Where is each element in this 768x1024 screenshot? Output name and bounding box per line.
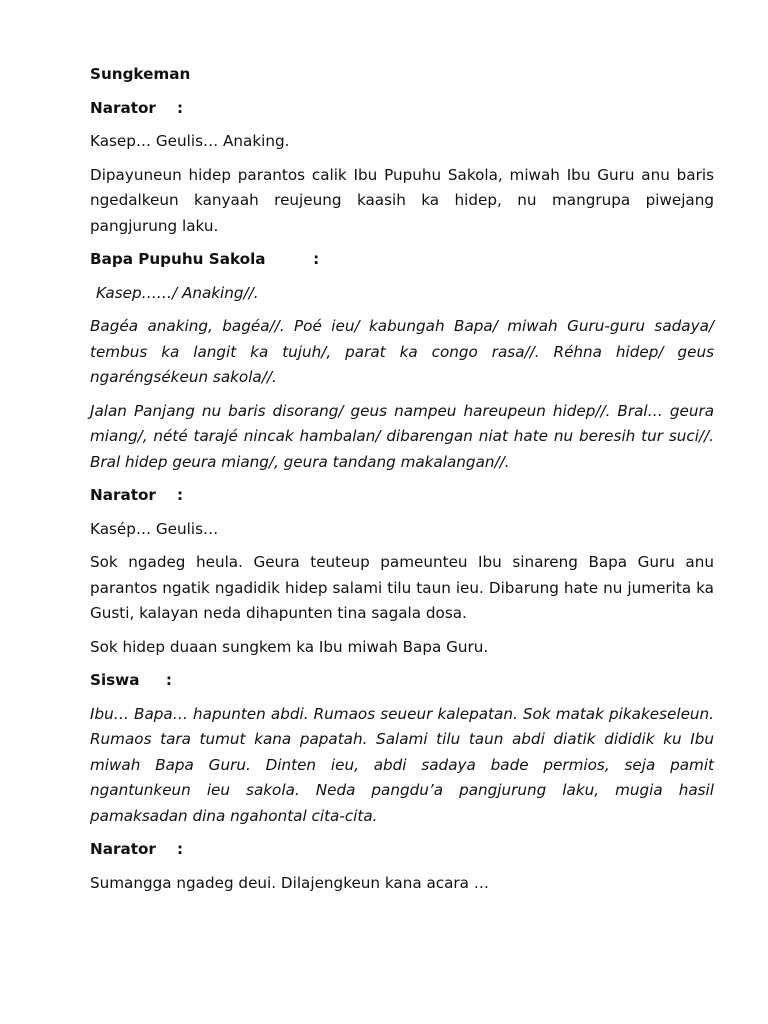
speaker-colon: : [155,486,184,504]
speaker-colon: : [139,671,172,689]
speaker-colon: : [265,250,320,268]
speaker-name: Bapa Pupuhu Sakola [90,250,266,268]
dialogue-paragraph: Ibu… Bapa… hapunten abdi. Rumaos seueur kalepatan. Sok matak pikakeseleun. Rumaos tara tumut kana papatah. Salami tilu taun abdi diatik dididik ku Ibu miwah Bapa Guru. Dinten ieu, abdi sadaya bade permios, seja pamit ngantunkeun ieu sakola. Neda pangdu’a pangjurung laku, mugia hasil pamaksadan dina ngahontal cita-cita. [90,704,714,825]
dialogue-paragraph: Bagéa anaking, bagéa//. Poé ieu/ kabungah Bapa/ miwah Guru-guru sadaya/ tembus ka langit ka tujuh/, parat ka congo rasa//. Réhna hidep/ geus ngaréngsékeun sakola//. [90,317,714,386]
document-title: Sungkeman [90,65,191,83]
narration-paragraph: Sok hidep duaan sungkem ka Ibu miwah Bapa Guru. [90,637,489,656]
speaker-name: Narator [90,486,156,504]
narration-paragraph: Kasep… Geulis… Anaking. [90,132,290,150]
speaker-name: Siswa [90,671,140,689]
speaker-colon: : [155,98,184,117]
speaker-colon: : [155,840,184,858]
speaker-heading [90,247,714,273]
narration-paragraph: Dipayuneun hidep parantos calik Ibu Pupuhu Sakola, miwah Ibu Guru anu baris ngedalkeun kanyaah reujeung kaasih ka hidep, nu mangrupa piwejang pangjurung laku. [90,165,714,235]
speaker-name: Narator [90,98,156,117]
speaker-name: Narator [90,840,156,858]
narration-paragraph: Sok ngadeg heula. Geura teuteup pameunteu Ibu sinareng Bapa Guru anu parantos ngatik ngadidik hidep salami tilu taun ieu. Dibarung hate nu jumerita ka Gusti, kalayan neda dihapunten tina sagala dosa. [90,553,714,622]
document-page [90,62,714,904]
speaker-heading [90,668,714,694]
dialogue-paragraph: Kasep……/ Anaking//. [96,283,259,302]
speaker-heading [90,96,714,122]
narration-paragraph: Kasép… Geulis… [90,519,219,538]
speaker-heading [90,483,714,509]
dialogue-paragraph: Jalan Panjang nu baris disorang/ geus nampeu hareupeun hidep//. Bral… geura miang/, nété tarajé nincak hambalan/ dibarengan niat hate nu beresih tur suci//. Bral hidep geura miang/, geura tandang makalangan//. [90,401,714,471]
speaker-heading [90,837,714,863]
narration-paragraph: Sumangga ngadeg deui. Dilajengkeun kana acara … [90,873,489,892]
